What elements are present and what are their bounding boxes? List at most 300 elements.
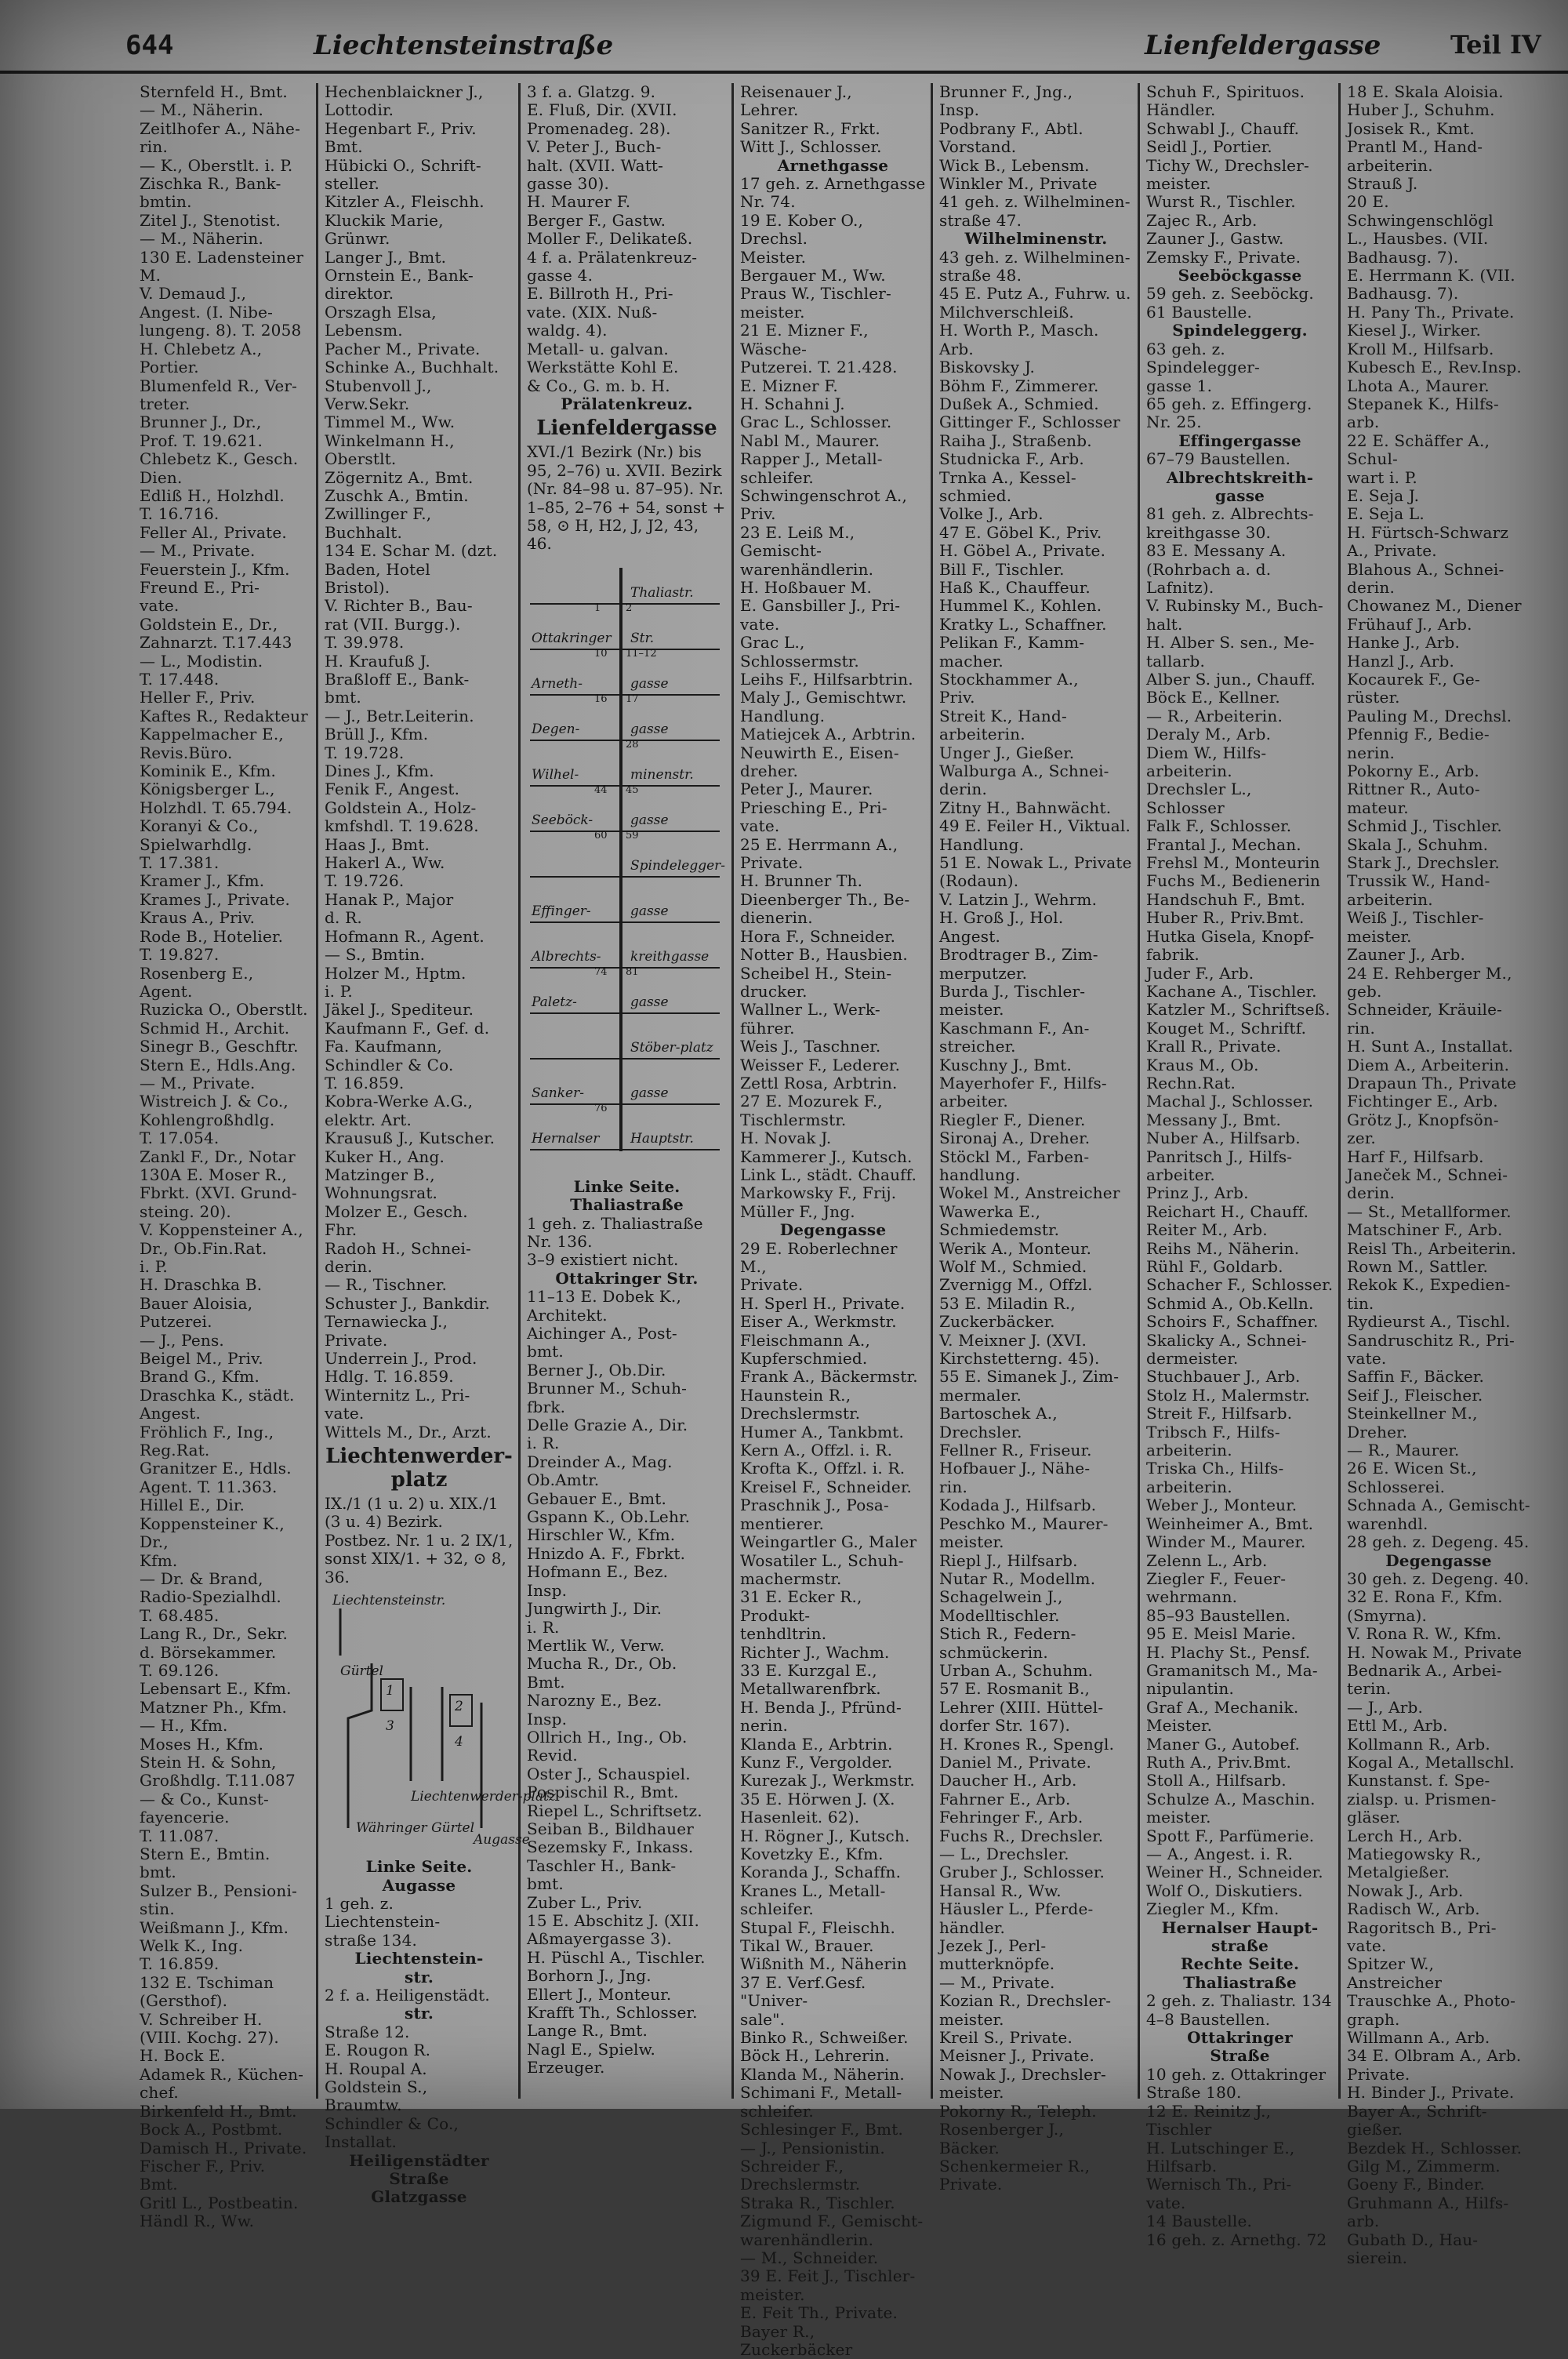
directory-entry: gießer. xyxy=(1347,2120,1403,2139)
directory-entry: Wallner L., Werk- xyxy=(740,1000,880,1020)
directory-entry: Pauling M., Drechsl. xyxy=(1347,706,1512,725)
directory-entry: Birkenfeld H., Bmt. xyxy=(140,2101,297,2121)
directory-entry: 12 E. Reinitz J., Tischler xyxy=(1146,2101,1276,2139)
directory-entry: Taschler H., Bank- xyxy=(527,1856,677,1875)
directory-entry: Weisser F., Lederer. xyxy=(740,1055,901,1074)
directory-entry: Stoll A., Hilfsarb. xyxy=(1146,1771,1287,1790)
directory-entry: Lang R., Dr., Sekr. xyxy=(140,1624,289,1644)
directory-entry: T. 39.978. xyxy=(325,633,405,652)
directory-entry: Gruber J., Schlosser. xyxy=(939,1863,1105,1882)
directory-entry: Haß K., Chauffeur. xyxy=(939,577,1091,597)
directory-entry: Leihs F., Hilfsarbtrin. xyxy=(740,670,913,689)
directory-entry: wart i. P. xyxy=(1347,467,1417,487)
directory-entry: Strauß J. xyxy=(1347,174,1418,194)
directory-entry: 15 E. Abschitz J. (XII. xyxy=(527,1911,700,1930)
directory-entry: V. Latzin J., Wehrm. xyxy=(939,889,1098,909)
directory-entry: drucker. xyxy=(740,981,808,1001)
directory-entry: T. 69.126. xyxy=(140,1660,220,1680)
directory-entry: 45 E. Putz A., Fuhrw. u. xyxy=(939,284,1131,304)
directory-entry: Angest. xyxy=(140,1404,201,1423)
directory-entry: Grünwr. xyxy=(325,229,390,249)
diagram-label-4: Liechtenwerder-platz xyxy=(411,1789,556,1805)
directory-entry: Nagl E., Spielw. xyxy=(527,2039,656,2059)
directory-entry: E. Rougon R. xyxy=(325,2041,431,2060)
directory-entry: T. 17.381. xyxy=(140,853,220,873)
directory-entry: Hechenblaickner J., xyxy=(325,82,484,101)
directory-entry: Fahrner E., Arb. xyxy=(939,1789,1071,1808)
directory-entry: arbeiterin. xyxy=(1146,1441,1232,1460)
directory-entry: Chlebetz K., Gesch. xyxy=(140,449,299,469)
directory-entry: H. Göbel A., Private. xyxy=(939,541,1106,561)
directory-entry: Weinheimer A., Bmt. xyxy=(1146,1514,1314,1533)
directory-entry: 4–8 Baustellen. xyxy=(1146,2009,1271,2029)
directory-entry: Stolz H., Malermstr. xyxy=(1146,1385,1310,1405)
directory-entry: H. Sunt A., Installat. xyxy=(1347,1037,1514,1056)
directory-entry: vate. xyxy=(1146,2193,1186,2212)
directory-entry: H. Brunner Th. xyxy=(740,871,863,891)
directory-entry: H. Rögner J., Kutsch. xyxy=(740,1826,910,1845)
directory-entry: Kominik E., Kfm. xyxy=(140,761,277,781)
directory-entry: Bergauer M., Ww. xyxy=(740,266,886,285)
directory-entry: Werkstätte Kohl E. xyxy=(527,358,679,377)
directory-entry: halt. (XVII. Watt- xyxy=(527,155,664,175)
directory-entry: Krofta K., Offzl. i. R. xyxy=(740,1459,906,1478)
directory-entry: straße 134. xyxy=(325,1930,418,1950)
directory-entry: 30 geh. z. Degeng. 40. xyxy=(1347,1568,1530,1588)
directory-entry: — J., Betr.Leiterin. xyxy=(325,706,474,725)
directory-entry: Tribsch F., Hilfs- xyxy=(1146,1422,1280,1441)
directory-entry: V. Rubinsky M., Buch- xyxy=(1146,596,1323,616)
directory-entry: Skala J., Schuhm. xyxy=(1347,834,1489,854)
directory-entry: 24 E. Rehberger M., geb. xyxy=(1347,963,1518,1001)
directory-entry: Ottakringer xyxy=(1187,2028,1293,2048)
directory-entry: — & Co., Kunst- xyxy=(140,1789,269,1808)
directory-entry: Beigel M., Priv. xyxy=(140,1349,263,1369)
directory-entry: warenhdl. xyxy=(1347,1514,1428,1533)
directory-entry: straße 48. xyxy=(939,266,1022,285)
directory-entry: H. Plachy St., Pensf. xyxy=(1146,1642,1311,1662)
directory-entry: Willmann A., Arb. xyxy=(1347,2028,1490,2048)
directory-entry: Machal J., Schlosser. xyxy=(1146,1092,1314,1111)
directory-entry: Hasenleit. 62). xyxy=(740,1808,860,1827)
directory-entry: V. Richter B., Bau- xyxy=(325,596,473,616)
directory-entry: Triska Ch., Hilfs- xyxy=(1146,1459,1284,1478)
directory-entry: Neuwirth E., Eisen- xyxy=(740,743,899,762)
directory-entry: Feuerstein J., Kfm. xyxy=(140,559,290,579)
directory-entry: Bayer A., Schrift- xyxy=(1347,2101,1487,2121)
diagram-label-5: Augasse xyxy=(474,1832,530,1848)
directory-entry: Angest. (I. Nibe- xyxy=(140,302,274,322)
directory-entry: Riegler F., Diener. xyxy=(939,1110,1086,1129)
directory-entry: Goeny F., Binder. xyxy=(1347,2175,1485,2194)
directory-entry: Hofmann E., Bez. xyxy=(527,1562,669,1582)
directory-entry: 35 E. Hörwen J. (X. xyxy=(740,1789,895,1808)
directory-entry: Weißmann J., Kfm. xyxy=(140,1917,289,1937)
diagram-house-number: 59 xyxy=(626,829,639,841)
directory-entry: zialsp. u. Prismen- xyxy=(1347,1789,1497,1808)
diagram-label-3: Währinger Gürtel xyxy=(356,1820,475,1837)
directory-entry: Mertlik W., Verw. xyxy=(527,1635,665,1655)
directory-entry: Nutar R., Modellm. xyxy=(939,1568,1096,1588)
directory-entry: Kaufmann F., Gef. d. xyxy=(325,1018,490,1038)
directory-entry: Hakerl A., Ww. xyxy=(325,853,445,873)
directory-entry: 3 f. a. Glatzg. 9. xyxy=(527,82,656,101)
directory-entry: 1 geh. z. Liechtenstein- xyxy=(325,1893,441,1932)
directory-entry: — M., Schneider. xyxy=(740,2248,879,2267)
directory-entry: Schulze A., Maschin. xyxy=(1146,1789,1316,1808)
directory-entry: H. Groß J., Hol. xyxy=(939,908,1064,928)
directory-entry: Nr. 136. xyxy=(527,1231,593,1251)
directory-entry: Hdlg. T. 16.859. xyxy=(325,1367,454,1387)
directory-entry: Zeitlhofer A., Nähe- xyxy=(140,118,301,138)
directory-entry: Linke Seite. xyxy=(365,1857,473,1877)
directory-entry: 85–93 Baustellen. xyxy=(1146,1605,1291,1625)
directory-entry: H. Lutschinger E., xyxy=(1146,2138,1295,2157)
directory-entry: Hansal R., Ww. xyxy=(939,1881,1062,1900)
directory-entry: Burda J., Tischler- xyxy=(939,981,1086,1001)
directory-entry: Ruth A., Priv.Bmt. xyxy=(1146,1752,1292,1772)
directory-entry: Jungwirth J., Dir. xyxy=(527,1599,662,1619)
directory-entry: Oster J., Schauspiel. xyxy=(527,1764,691,1783)
directory-entry: Lehrer. xyxy=(740,100,799,120)
directory-entry: Lebensm. xyxy=(325,321,403,340)
directory-entry: Schwabl J., Chauff. xyxy=(1146,118,1300,138)
directory-entry: Grötz J., Knopfsön- xyxy=(1347,1110,1499,1129)
directory-entry: Prof. T. 19.621. xyxy=(140,431,263,450)
directory-entry: Ornstein E., Bank- xyxy=(325,266,474,285)
directory-entry: Thaliastraße xyxy=(1183,1972,1297,1992)
directory-entry: 31 E. Ecker R., Produkt- xyxy=(740,1587,868,1625)
diagram-street-label: gasse xyxy=(630,994,669,1010)
directory-entry: Huber R., Priv.Bmt. xyxy=(1146,908,1305,928)
directory-entry: Nr. 25. xyxy=(1146,413,1202,432)
directory-entry: Rühl F., Goldarb. xyxy=(1146,1257,1283,1276)
directory-entry: 28 geh. z. Degeng. 45. xyxy=(1347,1532,1530,1552)
directory-entry: 49 E. Feiler H., Viktual. xyxy=(939,816,1131,836)
column-3-entries xyxy=(527,83,727,413)
directory-entry: Krausuß J., Kutscher. xyxy=(325,1129,495,1148)
directory-entry: Portier. xyxy=(140,358,199,377)
directory-entry: Juder F., Arb. xyxy=(1146,963,1254,983)
diagram-street-label: Effinger- xyxy=(532,903,591,919)
directory-entry: Priv. xyxy=(740,504,776,524)
directory-entry: Skalicky A., Schnei- xyxy=(1146,1330,1307,1350)
directory-entry: 29 E. Roberlechner M., xyxy=(740,1238,903,1276)
directory-entry: — R., Maurer. xyxy=(1347,1441,1460,1460)
directory-entry: Kozian R., Drechsler- xyxy=(939,1991,1112,2011)
directory-entry: vate. xyxy=(325,1404,365,1423)
directory-entry: bmtin. xyxy=(140,192,192,212)
directory-entry: Ettl M., Arb. xyxy=(1347,1716,1448,1736)
directory-entry: rin. xyxy=(140,137,168,157)
directory-entry: dreher. xyxy=(740,761,799,781)
directory-entry: H. Binder J., Private. xyxy=(1347,2083,1515,2103)
directory-entry: Pacher M., Private. xyxy=(325,339,481,358)
directory-entry: T. 68.485. xyxy=(140,1605,220,1625)
directory-entry: Reichart H., Chauff. xyxy=(1146,1201,1309,1221)
diagram-house-number: 2 xyxy=(626,602,633,614)
directory-entry: Kraus M., Ob. xyxy=(1146,1055,1259,1074)
directory-entry: Gramanitsch M., Ma- xyxy=(1146,1660,1318,1680)
directory-entry: arbeiterin. xyxy=(1347,155,1433,175)
directory-entry: 18 E. Skala Aloisia. xyxy=(1347,82,1504,101)
directory-entry: Zitny H., Bahnwächt. xyxy=(939,798,1112,817)
diagram-street-label: Str. xyxy=(630,630,655,646)
directory-entry: derin. xyxy=(1347,577,1396,597)
directory-entry: Pospischil R., Bmt. xyxy=(527,1783,679,1802)
directory-entry: Volke J., Arb. xyxy=(939,504,1044,524)
directory-entry: H. Roupal A. xyxy=(325,2059,427,2078)
directory-entry: Lhota A., Maurer. xyxy=(1347,376,1490,395)
directory-entry: Schlesinger F., Bmt. xyxy=(740,2120,904,2139)
directory-entry: H. Sperl H., Private. xyxy=(740,1293,906,1313)
directory-entry: Alber S. jun., Chauff. xyxy=(1146,670,1316,689)
directory-entry: Zankl F., Dr., Notar xyxy=(140,1147,296,1166)
directory-entry: E. Fluß, Dir. (XVII. xyxy=(527,100,677,120)
directory-entry: fabrik. xyxy=(1146,945,1200,965)
directory-entry: Orszagh Elsa, xyxy=(325,302,437,322)
directory-entry: Aichinger A., Post- xyxy=(527,1324,677,1343)
directory-entry: i. P. xyxy=(325,981,353,1001)
directory-entry: machermstr. xyxy=(740,1568,842,1588)
directory-entry: Brodtrager B., Zim- xyxy=(939,945,1098,965)
directory-entry: Wernisch Th., Pri- xyxy=(1146,2175,1292,2194)
directory-entry: Wawerka E., xyxy=(939,1201,1041,1221)
directory-entry: Matzinger B., xyxy=(325,1165,435,1184)
directory-entry: terin. xyxy=(1347,1679,1392,1699)
directory-entry: Unger J., Gießer. xyxy=(939,743,1075,762)
directory-entry: derin. xyxy=(1347,1183,1396,1203)
directory-entry: H. Worth P., Masch. xyxy=(939,321,1099,340)
directory-entry: Wohnungsrat. xyxy=(325,1183,438,1203)
directory-entry: (Smyrna). xyxy=(1347,1605,1428,1625)
directory-entry: Fhr. xyxy=(325,1220,358,1240)
directory-entry: Wick B., Lebensm. xyxy=(939,155,1090,175)
directory-entry: 11–13 E. Dobek K., xyxy=(527,1287,682,1307)
diagram-house-number: 76 xyxy=(594,1102,608,1114)
directory-entry: Hillel E., Dir. xyxy=(140,1496,245,1515)
directory-entry: 130A E. Moser R., xyxy=(140,1165,287,1184)
directory-entry: Zahnarzt. T.17.443 xyxy=(140,633,292,652)
directory-entry: Frehsl M., Monteurin xyxy=(1146,853,1320,873)
directory-entry: rin. xyxy=(1347,1018,1375,1038)
directory-entry: Winder M., Maurer. xyxy=(1146,1532,1306,1552)
directory-entry: meister. xyxy=(740,302,805,322)
column-4 xyxy=(734,82,933,2359)
directory-entry: T. 16.859. xyxy=(325,1073,405,1092)
directory-entry: & Co., G. m. b. H. xyxy=(527,376,670,395)
directory-entry: Bartoschek A., xyxy=(939,1404,1058,1423)
column-7 xyxy=(1341,82,1535,2267)
directory-entry: E. Mizner F. xyxy=(740,376,838,395)
directory-entry: Zettl Rosa, Arbtrin. xyxy=(740,1073,898,1092)
directory-entry: Reg.Rat. xyxy=(140,1441,210,1460)
directory-entry: 21 E. Mizner F., Wäsche- xyxy=(740,321,874,358)
directory-entry: meister. xyxy=(1146,1808,1211,1827)
directory-entry: Insp. xyxy=(939,100,980,120)
directory-entry: Trauschke A., Photo- xyxy=(1347,1991,1516,2011)
directory-entry: Deraly M., Arb. xyxy=(1146,725,1272,744)
directory-entry: Brunner F., Jng., xyxy=(939,82,1073,101)
directory-entry: Rosenberger J., xyxy=(939,2120,1065,2139)
directory-entry: arbeiterin. xyxy=(1146,1477,1232,1496)
directory-entry: zer. xyxy=(1347,1129,1376,1148)
directory-entry: gläser. xyxy=(1347,1808,1401,1827)
directory-entry: Reisl Th., Arbeiterin. xyxy=(1347,1238,1517,1258)
directory-entry: Verw.Sekr. xyxy=(325,394,410,413)
directory-entry: Ruzicka O., Oberstlt. xyxy=(140,1000,308,1020)
directory-entry: Sinegr B., Geschftr. xyxy=(140,1037,299,1056)
directory-entry: dienerin. xyxy=(740,908,813,928)
directory-entry: Sulzer B., Pensioni- xyxy=(140,1881,298,1900)
directory-entry: Müller F., Jng. xyxy=(740,1201,855,1221)
directory-entry: 65 geh. z. Effingerg. xyxy=(1146,394,1312,413)
directory-entry: Drapaun Th., Private xyxy=(1347,1073,1517,1092)
directory-entry: V. Peter J., Buch- xyxy=(527,137,662,157)
directory-entry: T. 16.716. xyxy=(140,504,220,524)
diagram-house-number: 60 xyxy=(594,829,608,841)
directory-entry: 14 Baustelle. xyxy=(1146,2212,1253,2231)
diagram-house-number: 10 xyxy=(594,647,608,660)
directory-entry: Kovetzky E., Kfm. xyxy=(740,1845,884,1863)
directory-entry: Walburga A., Schnei- xyxy=(939,761,1109,781)
directory-entry: Fischer F., Priv. xyxy=(140,2156,266,2175)
directory-entry: V. Koppensteiner A., xyxy=(140,1220,303,1240)
directory-entry: rat (VII. Burgg.). xyxy=(325,614,461,634)
directory-entry: Rosenberg E., Agent. xyxy=(140,963,259,1001)
directory-entry: kmfshdl. T. 19.628. xyxy=(325,816,479,836)
directory-entry: Timmel M., Ww. xyxy=(325,413,456,432)
directory-entry: Spindeleggerg. xyxy=(1172,321,1308,340)
directory-entry: Hernalser Haupt- xyxy=(1161,1917,1319,1937)
directory-entry: Schimani F., Metall- xyxy=(740,2083,902,2103)
directory-entry: 37 E. Verf.Gesf. "Univer- xyxy=(740,1972,872,2011)
directory-entry: lungeng. 8). T. 2058 xyxy=(140,321,302,340)
directory-entry: Dines J., Kfm. xyxy=(325,761,434,781)
directory-entry: Schacher F., Schlosser. xyxy=(1146,1275,1334,1295)
directory-entry: Gilg M., Zimmerm. xyxy=(1347,2156,1501,2175)
directory-entry: Degengasse xyxy=(779,1220,887,1240)
directory-entry: Holzer M., Hptm. xyxy=(325,963,466,983)
directory-entry: 2 geh. z. Thaliastr. 134 xyxy=(1146,1991,1332,2011)
directory-entry: Schreider F., xyxy=(740,2156,844,2175)
directory-entry: schmückerin. xyxy=(939,1642,1048,1662)
directory-entry: halt. xyxy=(1146,614,1183,634)
directory-entry: H. Chlebetz A., xyxy=(140,339,263,358)
directory-entry: meister. xyxy=(939,1000,1004,1020)
directory-entry: gasse xyxy=(1214,485,1265,505)
directory-entry: Stepanek K., Hilfs- xyxy=(1347,394,1499,413)
directory-entry: Goldstein S., xyxy=(325,2077,428,2096)
directory-entry: 39 E. Feit J., Tischler- xyxy=(740,2266,916,2286)
directory-entry: Hegenbart F., Priv. xyxy=(325,118,477,138)
directory-entry: Diem A., Arbeiterin. xyxy=(1347,1055,1510,1074)
diagram-street-label: kreithgasse xyxy=(630,948,710,965)
directory-entry: Schneider, Kräuile- xyxy=(1347,1000,1503,1020)
directory-entry: Heiligenstädter xyxy=(349,2150,489,2170)
directory-entry: meister. xyxy=(1347,926,1412,946)
directory-entry: Metallwarenfbrk. xyxy=(740,1679,881,1699)
directory-entry: Dieenberger Th., Be- xyxy=(740,889,910,909)
directory-entry: führer. xyxy=(740,1018,795,1038)
directory-entry: H. Kraufuß J. xyxy=(325,651,430,671)
directory-entry: Kratky L., Schaffner. xyxy=(939,614,1107,634)
directory-entry: Weingartler G., Maler xyxy=(740,1532,917,1552)
diagram-house-number: 28 xyxy=(626,738,639,751)
directory-entry: schleifer. xyxy=(740,467,814,487)
directory-entry: Dien. xyxy=(140,467,183,487)
directory-entry: Stubenvoll J., xyxy=(325,376,432,395)
column-2-entries xyxy=(325,83,514,1441)
directory-entry: Nowak J., Arb. xyxy=(1347,1881,1464,1900)
directory-entry: Kiesel J., Wirker. xyxy=(1347,321,1482,340)
directory-entry: 19 E. Kober O., Drechsl. xyxy=(740,210,869,249)
directory-entry: — M., Näherin. xyxy=(140,229,264,249)
directory-entry: T. 19.827. xyxy=(140,945,220,965)
diagram-street-label: gasse xyxy=(630,1085,669,1101)
directory-entry: V. Rona R. W., Kfm. xyxy=(1347,1624,1502,1644)
directory-entry: T. 17.448. xyxy=(140,670,220,689)
street-heading-liechtenwerderplatz: Liechtenwerder-platz xyxy=(325,1445,513,1492)
directory-entry: Reiter M., Arb. xyxy=(1146,1220,1268,1240)
directory-entry: Installat. xyxy=(325,2132,397,2152)
directory-entry: merputzer. xyxy=(939,963,1028,983)
directory-entry: Humer A., Tankbmt. xyxy=(740,1422,905,1441)
directory-entry: 2 f. a. Heiligenstädt. xyxy=(325,1985,490,2005)
directory-entry: 25 E. Herrmann A., xyxy=(740,834,898,854)
directory-entry: Schmiedemstr. xyxy=(939,1220,1060,1240)
directory-entry: 132 E. Tschiman xyxy=(140,1972,274,1992)
directory-entry: Sanitzer R., Frkt. xyxy=(740,118,880,138)
directory-entry: Gspann K., Ob.Lehr. xyxy=(527,1507,691,1527)
directory-entry: Prinz J., Arb. xyxy=(1146,1183,1249,1203)
directory-entry: Panritsch J., Hilfs- xyxy=(1146,1147,1293,1166)
directory-entry: Lehrer (XIII. Hüttel- xyxy=(939,1697,1104,1717)
directory-entry: Spitzer W., Anstreicher xyxy=(1347,1954,1443,1992)
directory-entry: Huber J., Schuhm. xyxy=(1347,100,1495,120)
directory-entry: direktor. xyxy=(325,284,394,304)
directory-entry: gasse 30). xyxy=(527,174,610,194)
directory-entry: handlung. xyxy=(939,1165,1021,1184)
directory-entry: Braßloff E., Bank- xyxy=(325,670,470,689)
lot-number-2: 2 xyxy=(455,1699,463,1715)
directory-entry: 134 E. Schar M. (dzt. xyxy=(325,541,498,561)
directory-entry: Straße 180. xyxy=(1146,2083,1242,2103)
directory-entry: Schuster J., Bankdir. xyxy=(325,1293,490,1313)
directory-entry: Klanda E., Arbtrin. xyxy=(740,1734,893,1754)
directory-entry: wehrmann. xyxy=(1146,1587,1238,1607)
directory-entry: — St., Metallformer. xyxy=(1347,1201,1512,1221)
directory-entry: Seidl J., Portier. xyxy=(1146,137,1272,157)
directory-entry: Rechn.Rat. xyxy=(1146,1073,1236,1092)
directory-entry: Zögernitz A., Bmt. xyxy=(325,467,474,487)
directory-entry: Reisenauer J., xyxy=(740,82,852,101)
directory-entry: Private. xyxy=(325,1330,388,1350)
directory-entry: Weis J., Taschner. xyxy=(740,1037,881,1056)
directory-entry: — Dr. & Brand, xyxy=(140,1568,263,1588)
directory-entry: Thaliastraße xyxy=(570,1195,684,1215)
diagram-street-label: Ottakringer xyxy=(532,630,612,646)
directory-entry: Ollrich H., Ing., Ob. xyxy=(527,1727,688,1747)
directory-entry: 81 geh. z. Albrechts- xyxy=(1146,504,1314,524)
directory-entry: Kaschmann F., An- xyxy=(939,1018,1090,1038)
directory-entry: Milchverschleiß. xyxy=(939,302,1074,322)
page-header xyxy=(0,24,1568,74)
directory-entry: Kodada J., Hilfsarb. xyxy=(939,1496,1097,1515)
directory-entry: Biskovsky J. xyxy=(939,358,1036,377)
directory-entry: Langer J., Bmt. xyxy=(325,247,447,267)
directory-entry: derin. xyxy=(939,780,988,799)
